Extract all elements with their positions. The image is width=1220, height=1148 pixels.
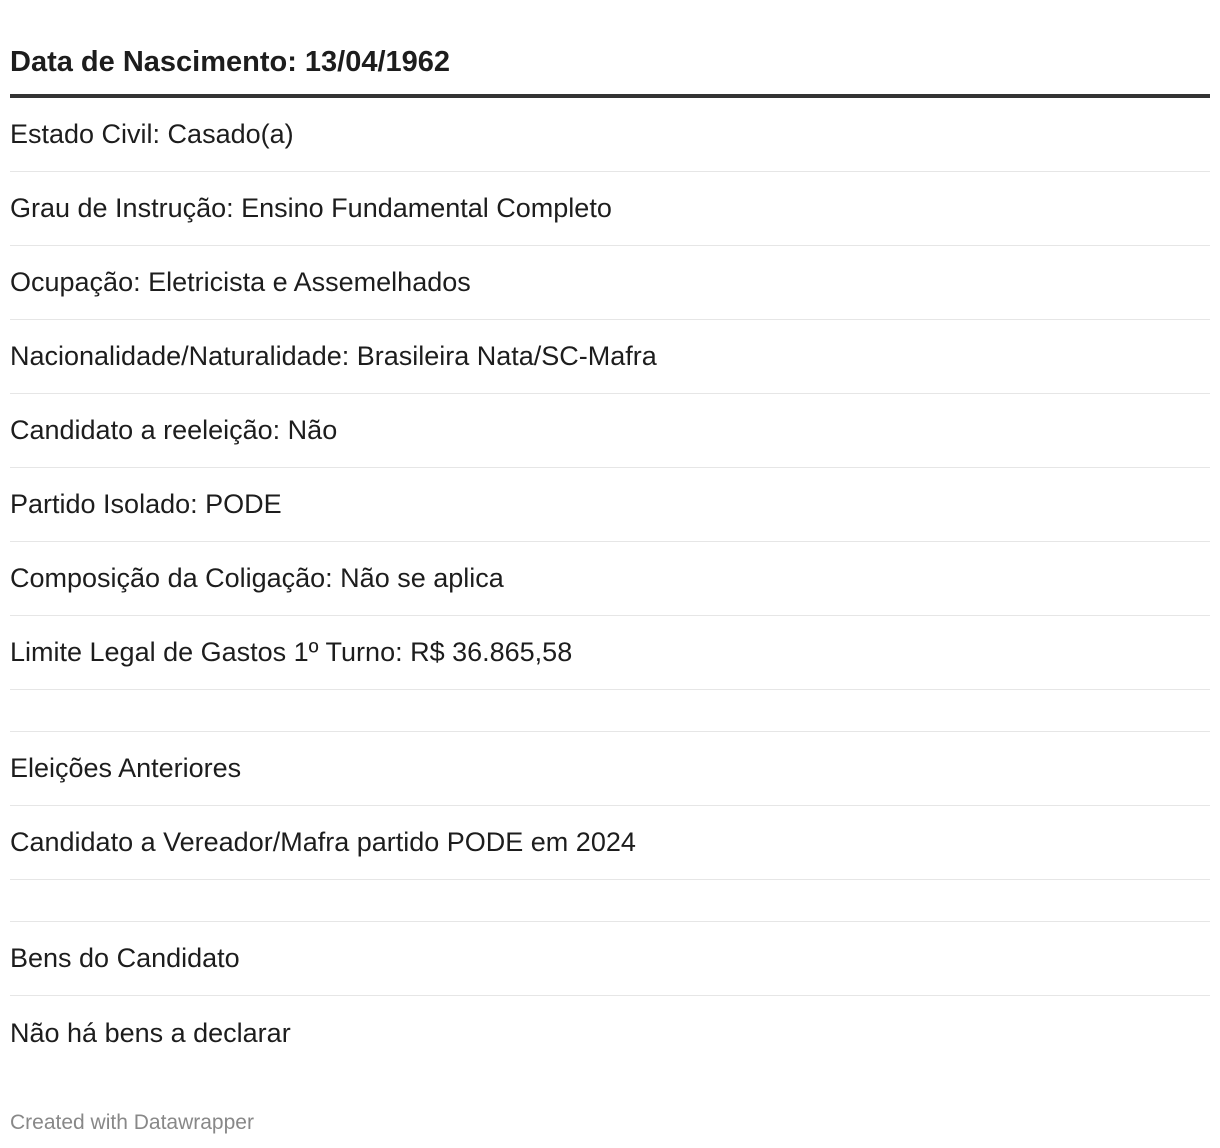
table-row-assets-heading [10,922,1210,996]
table-row-nationality [10,320,1210,394]
table-row-coalition [10,542,1210,616]
table-row-empty [10,880,1210,922]
table-row-spending-limit [10,616,1210,690]
cell-previous-election: Candidato a Vereador/Mafra partido PODE em 2024 [10,827,636,857]
cell-nationality: Nacionalidade/Naturalidade: Brasileira Nata/SC-Mafra [10,341,657,371]
table-row-empty [10,690,1210,732]
datawrapper-credit: Created with Datawrapper [10,1111,254,1134]
table-row-assets [10,996,1210,1070]
cell-occupation: Ocupação: Eletricista e Assemelhados [10,267,471,297]
cell-education: Grau de Instrução: Ensino Fundamental Completo [10,193,612,223]
cell-coalition: Composição da Coligação: Não se aplica [10,563,504,593]
table-row-party [10,468,1210,542]
table-row-reelection [10,394,1210,468]
cell-spending-limit: Limite Legal de Gastos 1º Turno: R$ 36.865,58 [10,637,573,667]
header-birth-date: Data de Nascimento: 13/04/1962 [10,45,451,78]
table-row-education [10,172,1210,246]
cell-previous-elections-heading: Eleições Anteriores [10,753,242,783]
cell-assets: Não há bens a declarar [10,1017,291,1048]
table-row-occupation [10,246,1210,320]
cell-reelection: Candidato a reeleição: Não [10,415,338,445]
cell-marital-status: Estado Civil: Casado(a) [10,119,294,149]
table-header [10,28,1210,98]
cell-party: Partido Isolado: PODE [10,489,282,519]
table-row-previous-elections-heading [10,732,1210,806]
cell-assets-heading: Bens do Candidato [10,943,240,973]
info-table [10,28,1210,1070]
table-row-previous-election [10,806,1210,880]
table-row-marital-status [10,98,1210,172]
